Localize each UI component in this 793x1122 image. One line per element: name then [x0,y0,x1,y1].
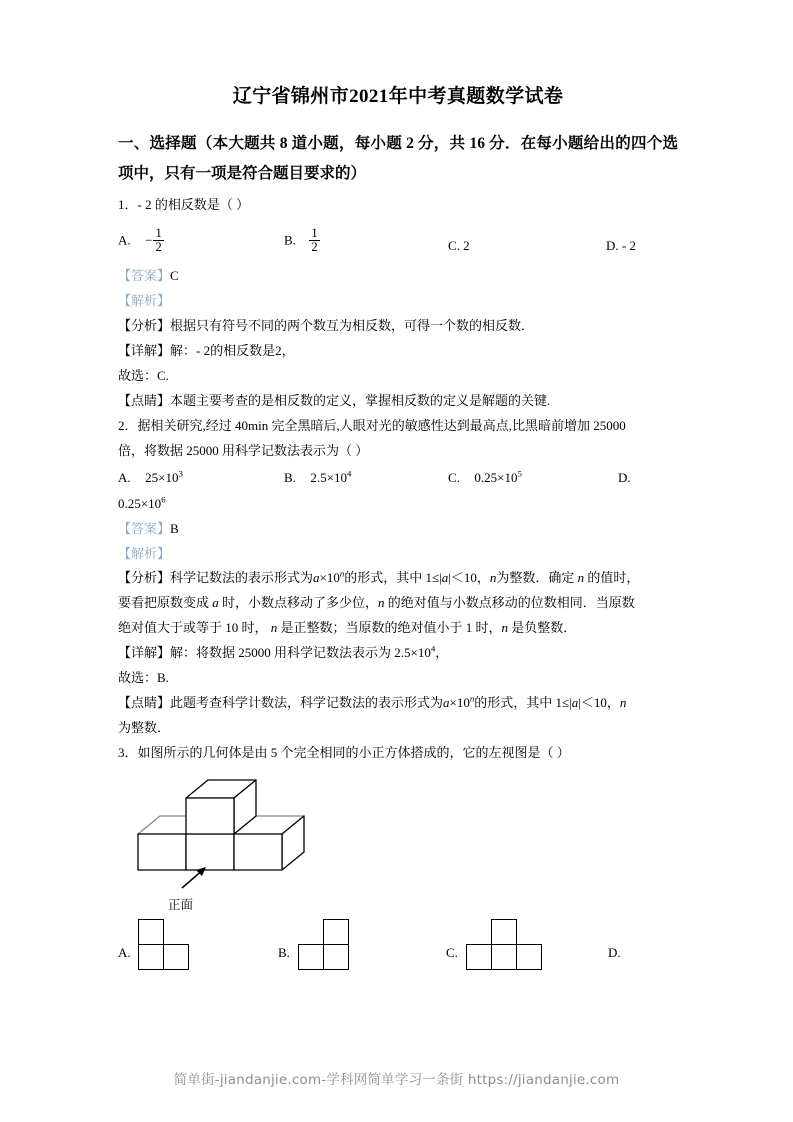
option-d-mantissa: 0.25 [118,495,141,511]
math-var-n: n [469,693,475,704]
question-2-answer-value: B [170,520,179,536]
question-1-option-a[interactable] [118,225,165,255]
answer-tag: 【答案】 [118,267,171,283]
analysis-text: 绝对值大于或等于 10 时， [118,620,271,636]
option-c-label: C. [448,469,460,485]
question-2-conclusion: 故选：B. [118,670,169,686]
section-heading: 一、选择题（本大题共 8 道小题，每小题 2 分，共 16 分．在每小题给出的四个选项中，只有一项是符合题目要求的） [118,134,678,182]
question-1-detail: 【详解】解：- 2的相反数是2， [118,342,295,358]
option-c-mantissa: 0.25 [474,469,498,485]
option-d-label: D. [618,469,631,485]
question-1-option-d[interactable]: D. - 2 [606,237,636,253]
option-c-base: 10 [504,469,518,485]
option-a-base: 10 [165,469,179,485]
question-1-answer [118,264,678,289]
question-1-option-b[interactable] [284,225,321,255]
math-var-a: a [571,695,579,711]
math-var-a: a [441,570,449,586]
option-b-mantissa: 2.5 [310,469,327,485]
math-var-n: n [577,570,585,586]
analysis-text: 的绝对值与小数点移动的位数相同．当原数 [384,595,635,611]
choice-a-shape [138,919,192,973]
question-1-answer-value: C [170,267,179,283]
question-2-options [118,466,678,492]
detail-exp: 4 [430,644,436,654]
highlight-text: 【点睛】此题考查科学计数法，科学记数法的表示形式为 [118,695,444,711]
math-var-a: a [313,570,320,586]
math-var-n: n [378,595,385,611]
choice-c-shape [466,919,546,973]
option-d-exp: 6 [161,494,166,505]
analysis-text: 是正整数；当原数的绝对值小于 1 时， [277,620,502,636]
question-2-option-c[interactable] [448,466,522,491]
question-2-analysis-line2 [118,591,678,616]
times-sign: × [140,495,149,511]
highlight-text: ×10 [449,695,470,711]
analysis-text: 要看把原数变成 [118,595,213,611]
times-sign: × [158,469,166,485]
choice-b-shape [298,919,352,973]
answer-tag: 【答案】 [118,520,171,536]
analysis-text: 的形式，其中 1≤| [344,570,442,586]
question-2-option-a[interactable] [118,466,183,491]
question-1-analysis: 【分析】根据只有符号不同的两个数互为相反数，可得一个数的相反数． [118,317,535,333]
question-2-option-d-value[interactable] [118,492,678,517]
analysis-text: 为整数．确定 [496,570,578,586]
question-2-detail [118,641,678,666]
math-var-n: n [270,620,278,636]
question-2-stem-line2: 倍，将数据 25000 用科学记数法表示为（ ） [118,442,369,458]
option-a-value: − [145,232,153,248]
option-b-label: B. [284,232,296,248]
analysis-text: 是负整数． [508,620,577,636]
question-3-stem: 3．如图所示的几何体是由 5 个完全相同的小正方体搭成的，它的左视图是（ ） [118,745,570,761]
times-sign: × [326,469,335,485]
isometric-cubes-diagram [130,776,350,894]
option-a-label: A. [118,232,131,248]
analysis-tag: 【解析】 [118,292,171,308]
footer-watermark: 简单街-jiandanjie.com-学科网简单学习一条街 https://jiandanjie.com [173,1072,620,1088]
option-b-label: B. [284,469,296,485]
question-3-figure [130,776,678,913]
option-d-base: 10 [148,495,162,511]
analysis-tag: 【解析】 [118,545,171,561]
question-1-option-c[interactable]: C. 2 [448,237,470,253]
analysis-text: ×10 [319,570,340,586]
question-2-highlight-line2: 为整数． [118,720,171,736]
math-var-a: a [212,595,219,611]
highlight-text: 的形式，其中 1≤| [474,695,572,711]
detail-text: ， [435,645,449,661]
choice-c-label: C. [446,945,458,961]
question-2-stem-line1: 2．据相关研究,经过 40min 完全黑暗后,人眼对光的敏感性达到最高点,比黑暗前增加 25000 [118,417,626,433]
analysis-text: 【分析】科学记数法的表示形式为 [118,570,314,586]
math-var-n: n [489,570,497,586]
fraction-one-half: $\frac{1}{2}$ [311,225,318,255]
question-2-answer [118,517,678,542]
option-a-label: A. [118,469,131,485]
option-b-base: 10 [334,469,348,485]
math-var-n: n [619,695,627,711]
fraction-one-half-neg: $\frac{1}{2}$ [155,225,162,255]
analysis-text: 时，小数点移动了多少位， [218,595,379,611]
math-var-a: a [443,695,450,711]
option-b-exp: 4 [347,468,352,479]
analysis-text: |＜10， [448,570,490,586]
detail-text: 【详解】解：将数据 25000 用科学记数法表示为 2.5×10 [118,645,431,661]
page-title: 辽宁省锦州市2021年中考真题数学试卷 [232,86,564,107]
question-2-analysis-line3 [118,616,678,641]
choice-d-label: D. [608,945,621,961]
analysis-text: 的值时， [584,570,640,586]
option-a-exp: 3 [178,468,183,479]
math-var-n: n [501,620,509,636]
option-c-exp: 5 [517,468,522,479]
question-1-highlight: 【点睛】本题主要考查的是相反数的定义，掌握相反数的定义是解题的关键. [118,392,551,408]
question-1-options [118,224,678,264]
times-sign: × [497,469,505,485]
question-2-option-d-label[interactable] [618,466,631,491]
question-1-stem: 1．- 2 的相反数是（ ） [118,197,250,213]
question-2-option-b[interactable] [284,466,351,491]
question-1-conclusion: 故选：C. [118,367,169,383]
choice-b-label: B. [278,945,290,961]
question-2-analysis-tag [118,542,678,567]
choice-a-label: A. [118,945,131,961]
question-2-analysis-line1 [118,566,678,591]
question-2-highlight-line1 [118,691,678,716]
math-var-n: n [339,569,345,580]
figure-front-label: 正面 [168,897,194,913]
question-1-analysis-tag [118,289,678,314]
page-content [118,84,678,981]
option-a-mantissa: 25 [145,469,159,485]
highlight-text: |＜10， [578,695,620,711]
question-3-choices [118,919,678,981]
